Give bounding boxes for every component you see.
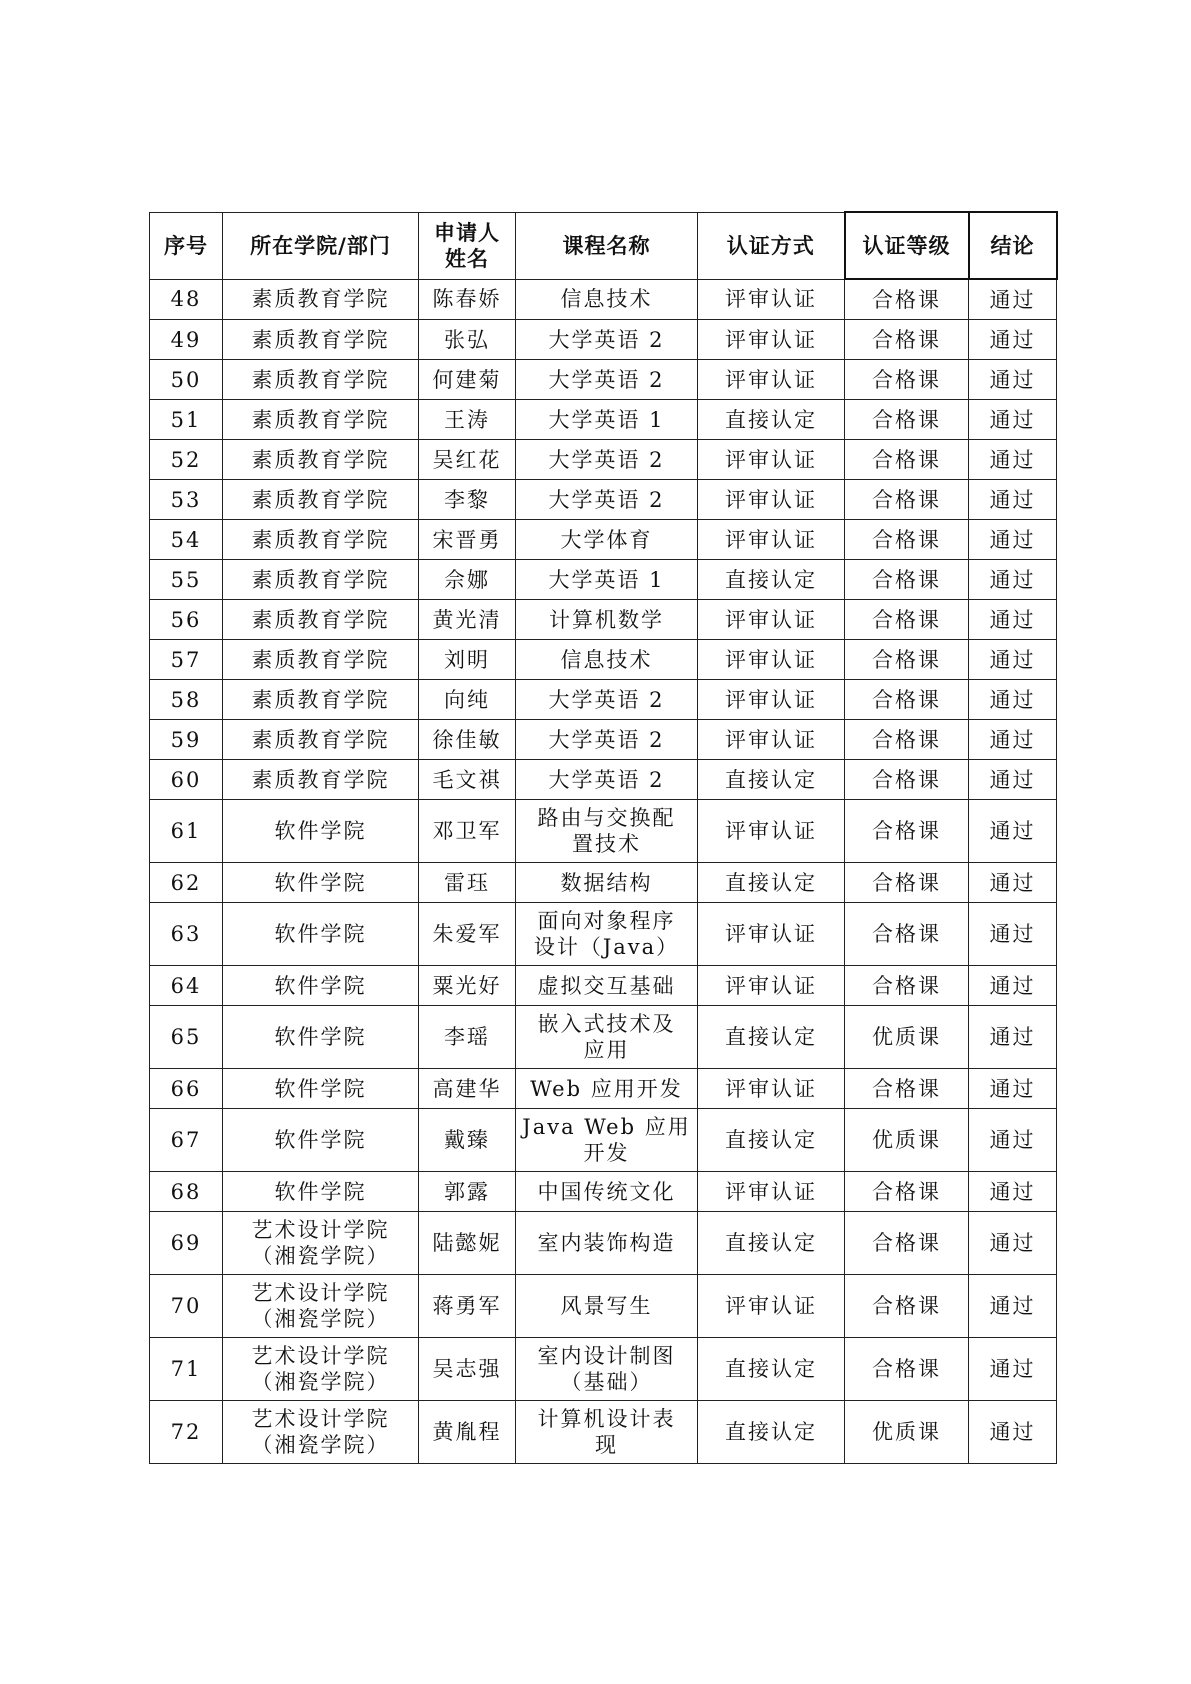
cell-method: 评审认证 bbox=[698, 800, 845, 863]
cell-result: 通过 bbox=[969, 1212, 1057, 1275]
cell-dept bbox=[223, 560, 419, 600]
cell-dept-line: 素质教育学院 bbox=[251, 727, 390, 752]
cell-dept-line: 素质教育学院 bbox=[251, 447, 390, 472]
header-seq: 序号 bbox=[150, 212, 223, 279]
cell-level: 合格课 bbox=[845, 279, 969, 320]
cell-applicant: 邓卫军 bbox=[419, 800, 516, 863]
cell-course-line: 设计（Java） bbox=[533, 935, 680, 959]
cell-method: 评审认证 bbox=[698, 1069, 845, 1109]
table-row bbox=[150, 1275, 1057, 1338]
cell-applicant: 佘娜 bbox=[419, 560, 516, 600]
cell-result: 通过 bbox=[969, 680, 1057, 720]
cell-dept bbox=[223, 279, 419, 320]
cell-course-line: 信息技术 bbox=[560, 647, 653, 672]
cell-applicant: 徐佳敏 bbox=[419, 720, 516, 760]
table-row bbox=[150, 760, 1057, 800]
cell-dept bbox=[223, 400, 419, 440]
cell-dept bbox=[223, 360, 419, 400]
header-result: 结论 bbox=[969, 212, 1057, 279]
cell-course bbox=[516, 1212, 698, 1275]
cell-level: 合格课 bbox=[845, 1275, 969, 1338]
cell-method: 直接认定 bbox=[698, 1212, 845, 1275]
table-body bbox=[150, 279, 1057, 1464]
cell-applicant: 吴志强 bbox=[419, 1338, 516, 1401]
cell-dept bbox=[223, 1069, 419, 1109]
cell-course-line: 计算机数学 bbox=[549, 607, 664, 632]
cell-result: 通过 bbox=[969, 440, 1057, 480]
cell-dept bbox=[223, 966, 419, 1006]
cell-seq: 58 bbox=[150, 680, 223, 720]
cell-course-line: 大学英语 2 bbox=[548, 487, 665, 512]
cell-course-line: 大学英语 2 bbox=[548, 727, 665, 752]
cell-seq: 59 bbox=[150, 720, 223, 760]
cell-applicant: 蒋勇军 bbox=[419, 1275, 516, 1338]
cell-course-line: 大学英语 2 bbox=[548, 447, 665, 472]
cell-dept bbox=[223, 863, 419, 903]
cell-applicant: 吴红花 bbox=[419, 440, 516, 480]
cell-seq: 51 bbox=[150, 400, 223, 440]
cell-result: 通过 bbox=[969, 720, 1057, 760]
cell-course bbox=[516, 1006, 698, 1069]
cell-method: 直接认定 bbox=[698, 1338, 845, 1401]
cell-result: 通过 bbox=[969, 800, 1057, 863]
cell-dept-line: 素质教育学院 bbox=[251, 367, 390, 392]
cell-course-line: 室内装饰构造 bbox=[537, 1231, 676, 1255]
header-dept: 所在学院/部门 bbox=[223, 212, 419, 279]
cell-method: 直接认定 bbox=[698, 1006, 845, 1069]
cell-level: 合格课 bbox=[845, 520, 969, 560]
cell-course-line: 面向对象程序 bbox=[537, 909, 676, 933]
cell-level: 合格课 bbox=[845, 966, 969, 1006]
cell-dept bbox=[223, 1401, 419, 1464]
cell-applicant: 张弘 bbox=[419, 320, 516, 360]
cell-method: 评审认证 bbox=[698, 480, 845, 520]
cell-method: 评审认证 bbox=[698, 903, 845, 966]
table-row bbox=[150, 800, 1057, 863]
cell-dept bbox=[223, 1172, 419, 1212]
cell-course bbox=[516, 1172, 698, 1212]
cell-seq: 52 bbox=[150, 440, 223, 480]
table-row bbox=[150, 966, 1057, 1006]
cell-result: 通过 bbox=[969, 1275, 1057, 1338]
cell-dept-line: 软件学院 bbox=[274, 1179, 367, 1204]
cell-course-line: 大学英语 2 bbox=[548, 687, 665, 712]
cell-course-line: 大学英语 1 bbox=[548, 567, 665, 592]
cell-applicant: 朱爱军 bbox=[419, 903, 516, 966]
cell-result: 通过 bbox=[969, 760, 1057, 800]
cell-seq: 68 bbox=[150, 1172, 223, 1212]
cell-level: 合格课 bbox=[845, 1172, 969, 1212]
cell-course bbox=[516, 360, 698, 400]
cell-course bbox=[516, 966, 698, 1006]
cell-dept bbox=[223, 520, 419, 560]
cell-dept-line: 素质教育学院 bbox=[251, 687, 390, 712]
cell-method: 评审认证 bbox=[698, 640, 845, 680]
cell-course-line: （基础） bbox=[560, 1370, 653, 1394]
cell-level: 合格课 bbox=[845, 360, 969, 400]
cell-course-line: Java Web 应用 bbox=[522, 1115, 691, 1139]
cell-level: 优质课 bbox=[845, 1109, 969, 1172]
certification-table bbox=[149, 211, 1058, 1464]
cell-dept-line: 素质教育学院 bbox=[251, 567, 390, 592]
cell-level: 合格课 bbox=[845, 600, 969, 640]
table-row bbox=[150, 440, 1057, 480]
cell-result: 通过 bbox=[969, 903, 1057, 966]
cell-level: 合格课 bbox=[845, 560, 969, 600]
table-row bbox=[150, 279, 1057, 320]
cell-course-line: 风景写生 bbox=[560, 1294, 653, 1318]
cell-dept-line: 艺术设计学院 bbox=[251, 1407, 390, 1431]
cell-course bbox=[516, 640, 698, 680]
cell-dept bbox=[223, 800, 419, 863]
cell-course-line: 现 bbox=[595, 1433, 618, 1457]
cell-method: 评审认证 bbox=[698, 680, 845, 720]
cell-level: 合格课 bbox=[845, 800, 969, 863]
table-row bbox=[150, 1212, 1057, 1275]
cell-dept-line: 素质教育学院 bbox=[251, 327, 390, 352]
cell-dept-line: 素质教育学院 bbox=[251, 407, 390, 432]
cell-course-line: 大学英语 1 bbox=[548, 407, 665, 432]
cell-dept-line: 软件学院 bbox=[274, 819, 367, 843]
cell-course-line: 大学英语 2 bbox=[548, 767, 665, 792]
table-row bbox=[150, 720, 1057, 760]
cell-dept-line: 软件学院 bbox=[274, 1025, 367, 1049]
cell-applicant: 宋晋勇 bbox=[419, 520, 516, 560]
cell-level: 合格课 bbox=[845, 480, 969, 520]
cell-seq: 67 bbox=[150, 1109, 223, 1172]
table-row bbox=[150, 360, 1057, 400]
cell-dept bbox=[223, 640, 419, 680]
cell-applicant: 黄胤程 bbox=[419, 1401, 516, 1464]
cell-seq: 49 bbox=[150, 320, 223, 360]
cell-dept bbox=[223, 760, 419, 800]
cell-dept bbox=[223, 1338, 419, 1401]
cell-course-line: 开发 bbox=[583, 1141, 630, 1165]
cell-result: 通过 bbox=[969, 863, 1057, 903]
cell-course-line: Web 应用开发 bbox=[530, 1076, 683, 1101]
cell-method: 直接认定 bbox=[698, 400, 845, 440]
cell-result: 通过 bbox=[969, 1172, 1057, 1212]
cell-dept-line: 素质教育学院 bbox=[251, 647, 390, 672]
table-row bbox=[150, 680, 1057, 720]
cell-level: 合格课 bbox=[845, 680, 969, 720]
cell-applicant: 毛文祺 bbox=[419, 760, 516, 800]
cell-level: 合格课 bbox=[845, 1212, 969, 1275]
cell-course-line: 中国传统文化 bbox=[537, 1179, 676, 1204]
cell-level: 合格课 bbox=[845, 1069, 969, 1109]
cell-dept bbox=[223, 320, 419, 360]
cell-seq: 64 bbox=[150, 966, 223, 1006]
cell-dept-line: 软件学院 bbox=[274, 922, 367, 946]
cell-method: 直接认定 bbox=[698, 760, 845, 800]
cell-result: 通过 bbox=[969, 966, 1057, 1006]
cell-dept-line: 艺术设计学院 bbox=[251, 1218, 390, 1242]
table-row bbox=[150, 1109, 1057, 1172]
cell-level: 合格课 bbox=[845, 903, 969, 966]
cell-level: 优质课 bbox=[845, 1006, 969, 1069]
cell-course bbox=[516, 1275, 698, 1338]
cell-seq: 57 bbox=[150, 640, 223, 680]
cell-result: 通过 bbox=[969, 1069, 1057, 1109]
cell-dept-line: 素质教育学院 bbox=[251, 287, 390, 312]
cell-course-line: 嵌入式技术及 bbox=[537, 1012, 676, 1036]
cell-seq: 60 bbox=[150, 760, 223, 800]
cell-level: 合格课 bbox=[845, 1338, 969, 1401]
cell-method: 直接认定 bbox=[698, 863, 845, 903]
cell-applicant: 戴臻 bbox=[419, 1109, 516, 1172]
cell-method: 评审认证 bbox=[698, 360, 845, 400]
cell-seq: 54 bbox=[150, 520, 223, 560]
cell-method: 直接认定 bbox=[698, 560, 845, 600]
cell-dept-line: 软件学院 bbox=[274, 1128, 367, 1152]
cell-course-line: 路由与交换配 bbox=[537, 806, 676, 830]
cell-method: 评审认证 bbox=[698, 1275, 845, 1338]
cell-method: 评审认证 bbox=[698, 966, 845, 1006]
cell-method: 评审认证 bbox=[698, 600, 845, 640]
cell-course bbox=[516, 800, 698, 863]
cell-course bbox=[516, 279, 698, 320]
cell-dept-line: 素质教育学院 bbox=[251, 607, 390, 632]
cell-seq: 61 bbox=[150, 800, 223, 863]
cell-result: 通过 bbox=[969, 400, 1057, 440]
cell-course bbox=[516, 1401, 698, 1464]
table-row bbox=[150, 1069, 1057, 1109]
cell-applicant: 向纯 bbox=[419, 680, 516, 720]
cell-dept-line: 素质教育学院 bbox=[251, 767, 390, 792]
table-row bbox=[150, 1006, 1057, 1069]
cell-course-line: 虚拟交互基础 bbox=[537, 973, 676, 998]
cell-result: 通过 bbox=[969, 560, 1057, 600]
cell-method: 直接认定 bbox=[698, 1109, 845, 1172]
cell-seq: 71 bbox=[150, 1338, 223, 1401]
cell-course bbox=[516, 1069, 698, 1109]
header-method: 认证方式 bbox=[698, 212, 845, 279]
cell-course bbox=[516, 560, 698, 600]
cell-course bbox=[516, 760, 698, 800]
cell-seq: 48 bbox=[150, 279, 223, 320]
cell-course bbox=[516, 863, 698, 903]
cell-result: 通过 bbox=[969, 480, 1057, 520]
header-applicant-line2: 姓名 bbox=[445, 246, 489, 271]
cell-result: 通过 bbox=[969, 520, 1057, 560]
cell-dept bbox=[223, 680, 419, 720]
cell-method: 评审认证 bbox=[698, 1172, 845, 1212]
cell-seq: 72 bbox=[150, 1401, 223, 1464]
table-row bbox=[150, 600, 1057, 640]
cell-course bbox=[516, 400, 698, 440]
cell-seq: 56 bbox=[150, 600, 223, 640]
header-applicant bbox=[419, 212, 516, 279]
cell-method: 评审认证 bbox=[698, 720, 845, 760]
cell-applicant: 陈春娇 bbox=[419, 279, 516, 320]
cell-level: 合格课 bbox=[845, 320, 969, 360]
cell-seq: 65 bbox=[150, 1006, 223, 1069]
header-applicant-line1: 申请人 bbox=[434, 220, 500, 245]
cell-applicant: 王涛 bbox=[419, 400, 516, 440]
cell-course-line: 室内设计制图 bbox=[537, 1344, 676, 1368]
cell-method: 直接认定 bbox=[698, 1401, 845, 1464]
table-row bbox=[150, 400, 1057, 440]
cell-dept-line: 艺术设计学院 bbox=[251, 1344, 390, 1368]
cell-course-line: 大学体育 bbox=[560, 527, 653, 552]
table-row bbox=[150, 1172, 1057, 1212]
cell-applicant: 粟光好 bbox=[419, 966, 516, 1006]
cell-method: 评审认证 bbox=[698, 520, 845, 560]
cell-dept-line: （湘瓷学院） bbox=[251, 1244, 390, 1268]
cell-applicant: 陆懿妮 bbox=[419, 1212, 516, 1275]
cell-course-line: 大学英语 2 bbox=[548, 327, 665, 352]
cell-applicant: 刘明 bbox=[419, 640, 516, 680]
cell-applicant: 黄光清 bbox=[419, 600, 516, 640]
cell-applicant: 李黎 bbox=[419, 480, 516, 520]
table-row bbox=[150, 320, 1057, 360]
table-row bbox=[150, 560, 1057, 600]
cell-course bbox=[516, 1109, 698, 1172]
table-row bbox=[150, 520, 1057, 560]
cell-applicant: 高建华 bbox=[419, 1069, 516, 1109]
cell-dept bbox=[223, 440, 419, 480]
cell-dept bbox=[223, 903, 419, 966]
cell-method: 评审认证 bbox=[698, 279, 845, 320]
cell-dept bbox=[223, 1212, 419, 1275]
cell-level: 优质课 bbox=[845, 1401, 969, 1464]
cell-level: 合格课 bbox=[845, 720, 969, 760]
cell-applicant: 郭露 bbox=[419, 1172, 516, 1212]
cell-dept-line: 素质教育学院 bbox=[251, 527, 390, 552]
cell-dept-line: 软件学院 bbox=[274, 973, 367, 998]
cell-course-line: 信息技术 bbox=[560, 287, 653, 312]
cell-level: 合格课 bbox=[845, 440, 969, 480]
cell-course bbox=[516, 903, 698, 966]
cell-seq: 50 bbox=[150, 360, 223, 400]
cell-course bbox=[516, 1338, 698, 1401]
header-row bbox=[150, 212, 1057, 279]
cell-dept-line: （湘瓷学院） bbox=[251, 1307, 390, 1331]
header-level: 认证等级 bbox=[845, 212, 969, 279]
cell-seq: 66 bbox=[150, 1069, 223, 1109]
cell-course bbox=[516, 320, 698, 360]
cell-result: 通过 bbox=[969, 279, 1057, 320]
cell-seq: 70 bbox=[150, 1275, 223, 1338]
cell-course-line: 数据结构 bbox=[560, 870, 653, 895]
table-row bbox=[150, 1338, 1057, 1401]
cell-result: 通过 bbox=[969, 1401, 1057, 1464]
cell-dept bbox=[223, 1006, 419, 1069]
cell-dept-line: 软件学院 bbox=[274, 870, 367, 895]
cell-applicant: 李瑶 bbox=[419, 1006, 516, 1069]
cell-level: 合格课 bbox=[845, 400, 969, 440]
cell-course-line: 应用 bbox=[583, 1038, 630, 1062]
cell-result: 通过 bbox=[969, 1006, 1057, 1069]
cell-course bbox=[516, 680, 698, 720]
cell-method: 评审认证 bbox=[698, 440, 845, 480]
cell-seq: 62 bbox=[150, 863, 223, 903]
table-row bbox=[150, 640, 1057, 680]
cell-dept-line: 软件学院 bbox=[274, 1076, 367, 1101]
cell-dept-line: （湘瓷学院） bbox=[251, 1433, 390, 1457]
cell-result: 通过 bbox=[969, 640, 1057, 680]
cell-result: 通过 bbox=[969, 600, 1057, 640]
cell-dept bbox=[223, 720, 419, 760]
cell-dept bbox=[223, 480, 419, 520]
cell-dept-line: （湘瓷学院） bbox=[251, 1370, 390, 1394]
cell-applicant: 雷珏 bbox=[419, 863, 516, 903]
table-row bbox=[150, 1401, 1057, 1464]
cell-level: 合格课 bbox=[845, 760, 969, 800]
cell-course bbox=[516, 720, 698, 760]
cell-dept-line: 素质教育学院 bbox=[251, 487, 390, 512]
table-row bbox=[150, 863, 1057, 903]
cell-result: 通过 bbox=[969, 1338, 1057, 1401]
cell-dept-line: 艺术设计学院 bbox=[251, 1281, 390, 1305]
cell-seq: 53 bbox=[150, 480, 223, 520]
cell-result: 通过 bbox=[969, 320, 1057, 360]
cell-seq: 63 bbox=[150, 903, 223, 966]
cell-course-line: 大学英语 2 bbox=[548, 367, 665, 392]
cell-level: 合格课 bbox=[845, 640, 969, 680]
cell-dept bbox=[223, 1275, 419, 1338]
cell-dept bbox=[223, 1109, 419, 1172]
cell-method: 评审认证 bbox=[698, 320, 845, 360]
cell-course bbox=[516, 440, 698, 480]
cell-dept bbox=[223, 600, 419, 640]
cell-course bbox=[516, 600, 698, 640]
cell-course bbox=[516, 480, 698, 520]
cell-course-line: 置技术 bbox=[572, 832, 641, 856]
table-row bbox=[150, 480, 1057, 520]
cell-result: 通过 bbox=[969, 1109, 1057, 1172]
cell-level: 合格课 bbox=[845, 863, 969, 903]
header-course: 课程名称 bbox=[516, 212, 698, 279]
cell-applicant: 何建菊 bbox=[419, 360, 516, 400]
table-row bbox=[150, 903, 1057, 966]
cell-seq: 55 bbox=[150, 560, 223, 600]
cell-course-line: 计算机设计表 bbox=[537, 1407, 676, 1431]
cell-result: 通过 bbox=[969, 360, 1057, 400]
cell-seq: 69 bbox=[150, 1212, 223, 1275]
cell-course bbox=[516, 520, 698, 560]
